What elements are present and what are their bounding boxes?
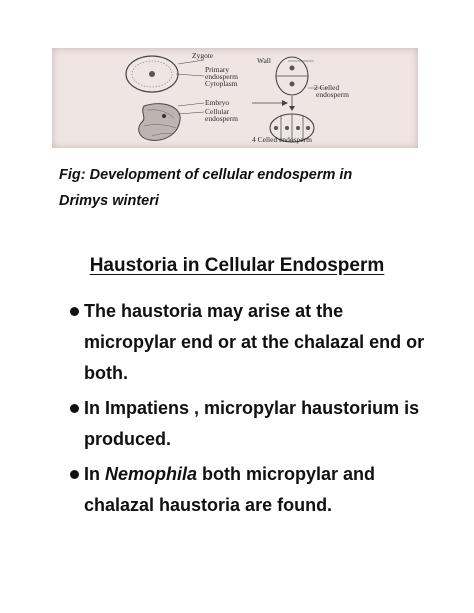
label-2-celled: 2 Celled	[314, 83, 340, 92]
label-cytoplasm: Cytoplasm	[205, 79, 238, 88]
caption-line-1: Fig: Development of cellular endosperm in	[59, 167, 353, 183]
caption-line-2: Drimys winteri	[59, 193, 159, 209]
bullet-text-end: both micropylar and chalazal haustoria are found.	[84, 464, 376, 515]
label-4-celled: 4 Celled endosperm	[252, 135, 312, 144]
bullet-icon	[70, 470, 79, 479]
bullet-icon	[70, 307, 79, 316]
endosperm-development-figure	[52, 48, 418, 148]
label-embryo: Embryo	[205, 98, 230, 107]
section-heading	[0, 255, 474, 277]
label-zygote: Zygote	[192, 51, 214, 60]
bullet-text: The haustoria may arise at the micropylar end or at the chalazal end or both.	[84, 301, 425, 383]
bullet-icon	[70, 404, 79, 413]
list-item	[72, 393, 432, 455]
bullet-text-italic: Nemophila	[105, 464, 198, 484]
figure-drawing	[52, 48, 418, 148]
label-primary: Primary	[205, 65, 230, 74]
bullet-text: In Impatiens , micropylar haustorium is produced.	[84, 398, 420, 449]
label-endosperm: endosperm	[205, 72, 238, 81]
section-heading-text: Haustoria in Cellular Endosperm	[89, 255, 385, 276]
label-endosperm-2: endosperm	[205, 114, 238, 123]
list-item	[72, 459, 432, 521]
figure-caption	[59, 162, 439, 214]
label-2-celled-endosperm: endosperm	[316, 90, 349, 99]
list-item	[72, 296, 432, 389]
bullet-text-start: In	[84, 464, 105, 484]
label-wall: Wall	[257, 56, 271, 65]
bullet-list	[72, 296, 432, 525]
label-cellular: Cellular	[205, 107, 230, 116]
